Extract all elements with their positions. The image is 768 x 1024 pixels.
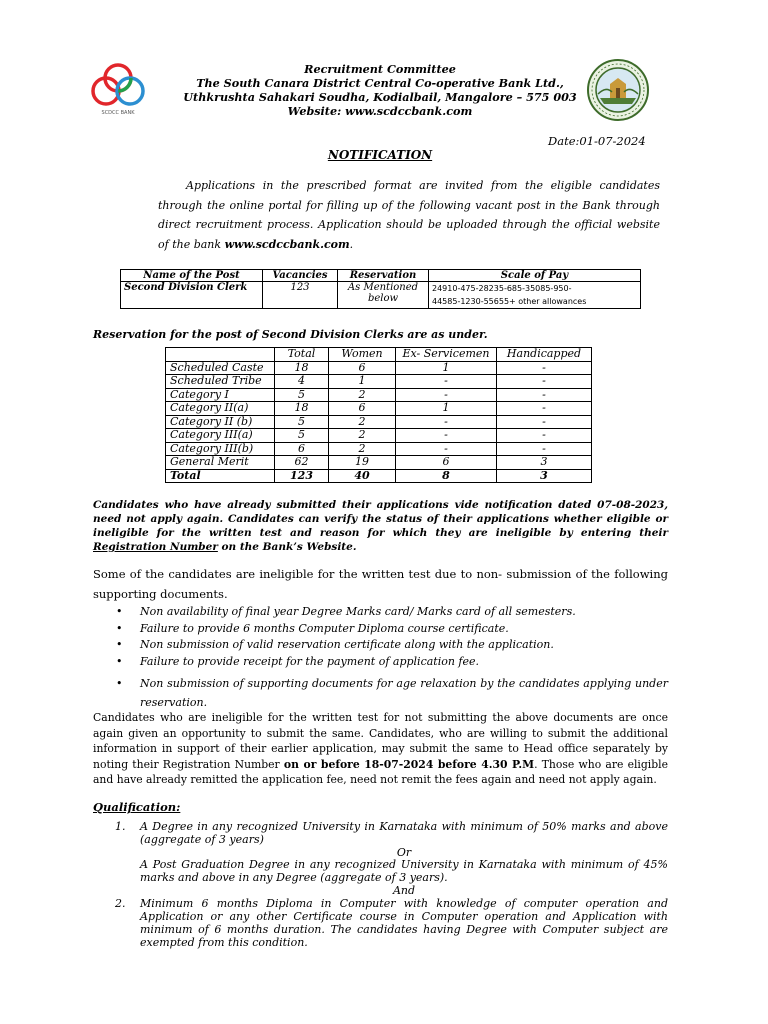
header-address: Uthkrushta Sahakari Soudha, Kodialbail, Mangalore – 575 003	[183, 90, 577, 104]
row-category: Category II(a)	[166, 402, 275, 416]
row-ex-servicemen: -	[396, 375, 497, 389]
row-ex-servicemen: -	[396, 429, 497, 443]
row-women: 2	[329, 415, 396, 429]
row-category: Category III(a)	[166, 429, 275, 443]
row-total: 62	[275, 456, 329, 470]
post-reservation: As Mentioned below	[338, 282, 429, 309]
row-category: Category III(b)	[166, 442, 275, 456]
row-handicapped: -	[497, 429, 592, 443]
row-ex-servicemen: -	[396, 388, 497, 402]
row-women: 19	[329, 456, 396, 470]
notice-text: Candidates who have already submitted their applications vide notification dated 07-08-2023, need not apply again. Candidates can verify the status of their applications whether eligible or ineligible for the written test and reason for which they are ineligible by entering their	[93, 499, 668, 539]
table-total-row	[166, 469, 592, 483]
pay-col-header: Scale of Pay	[429, 270, 641, 282]
post-table	[120, 269, 641, 309]
list-item: • Non submission of supporting documents for age relaxation by the candidates applying under reservation.	[112, 674, 668, 712]
res-header-total: Total	[275, 348, 329, 362]
row-women: 2	[329, 429, 396, 443]
table-row	[166, 456, 592, 470]
header-committee: Recruitment Committee	[304, 62, 456, 76]
qualification-item-2-number: 2.	[115, 897, 126, 910]
resubmit-end: . Those who are eligible and have already remitted the application fee, need not remit the fees again and need not apply again.	[93, 757, 668, 786]
pay-line-1: 24910-475-28235-685-35085-950-	[432, 284, 572, 293]
row-women: 1	[329, 375, 396, 389]
row-handicapped: 3	[497, 456, 592, 470]
row-ex-servicemen: 1	[396, 361, 497, 375]
previous-applicants-notice	[93, 498, 668, 554]
row-women: 6	[329, 361, 396, 375]
bank-seal	[586, 58, 650, 122]
bank-logo	[82, 58, 154, 120]
table-row	[166, 402, 592, 416]
pay-line-2: 44585-1230-55655+ other allowances	[432, 297, 587, 306]
resubmission-paragraph	[93, 710, 668, 788]
logo-caption: SCDCC BANK	[101, 110, 135, 116]
header-bank-name: The South Canara District Central Co-operative Bank Ltd.,	[196, 76, 564, 90]
intro-end: .	[349, 237, 354, 251]
ineligible-intro: Some of the candidates are ineligible for the written test due to non- submission of the following supporting documents.	[93, 567, 668, 601]
res-header-category	[166, 348, 275, 362]
list-item: • Failure to provide receipt for the payment of application fee.	[112, 654, 668, 671]
intro-text: Applications in the prescribed format are invited from the eligible candidates through the online portal for filling up of the following vacant post in the Bank through direct recruitment process. Application should be uploaded through the official website of the bank	[158, 179, 660, 251]
row-women: 2	[329, 388, 396, 402]
qualification-item-1-postgrad: A Post Graduation Degree in any recognized University in Karnataka with minimum of 45% marks and above in any Degree (aggregate of 3 years).	[140, 858, 668, 884]
row-handicapped: -	[497, 402, 592, 416]
qualification-item-2-diploma: Minimum 6 months Diploma in Computer with knowledge of computer operation and Application or any other Certificate course in Computer operation and Application with minimum of 6 months duration. The candidates having Degree with Computer subject are exempted from this condition.	[140, 897, 668, 949]
total-ex-servicemen: 8	[396, 469, 497, 483]
row-handicapped: -	[497, 415, 592, 429]
resubmit-deadline: on or before 18-07-2024 before 4.30 P.M	[283, 757, 535, 771]
registration-number-label: Registration Number	[93, 541, 218, 553]
row-handicapped: -	[497, 361, 592, 375]
total-women: 40	[329, 469, 396, 483]
qualification-heading: Qualification:	[93, 800, 181, 814]
total-label: Total	[166, 469, 275, 483]
table-row	[166, 442, 592, 456]
qualification-item-1-degree: A Degree in any recognized University in Karnataka with minimum of 50% marks and above (aggregate of 3 years)	[140, 820, 668, 846]
header-website: Website: www.scdccbank.com	[287, 104, 473, 118]
row-total: 5	[275, 429, 329, 443]
list-item: • Failure to provide 6 months Computer Diploma course certificate.	[112, 621, 668, 638]
res-header-handicapped: Handicapped	[497, 348, 592, 362]
page-title: NOTIFICATION	[327, 148, 433, 162]
post-vacancies: 123	[263, 282, 338, 309]
intro-paragraph	[158, 176, 660, 254]
table-row	[166, 361, 592, 375]
row-total: 5	[275, 388, 329, 402]
row-category: General Merit	[166, 456, 275, 470]
res-header-ex-servicemen: Ex- Servicemen	[396, 348, 497, 362]
row-total: 18	[275, 361, 329, 375]
row-women: 6	[329, 402, 396, 416]
res-header-women: Women	[329, 348, 396, 362]
missing-documents-list	[112, 604, 668, 712]
row-handicapped: -	[497, 375, 592, 389]
row-handicapped: -	[497, 388, 592, 402]
table-row	[166, 415, 592, 429]
list-item: • Non availability of final year Degree Marks card/ Marks card of all semesters.	[112, 604, 668, 621]
notice-end: on the Bank’s Website.	[217, 541, 357, 553]
intro-website: www.scdccbank.com	[224, 237, 350, 251]
row-ex-servicemen: 1	[396, 402, 497, 416]
row-total: 6	[275, 442, 329, 456]
row-category: Scheduled Caste	[166, 361, 275, 375]
bank-seal-emblem-icon	[586, 58, 650, 122]
row-ex-servicemen: -	[396, 442, 497, 456]
qualification-item-1-number: 1.	[115, 820, 126, 833]
row-category: Category II (b)	[166, 415, 275, 429]
reservation-heading: Reservation for the post of Second Division Clerks are as under.	[93, 328, 488, 341]
resubmit-text: Candidates who are ineligible for the written test for not submitting the above documents are once again given an opportunity to submit the same. Candidates, who are willing to submit the additional information in support of their earlier application, may submit the same to Head office separately by noting their Registration Number	[93, 711, 668, 771]
table-row	[166, 388, 592, 402]
list-item: • Non submission of valid reservation certificate along with the application.	[112, 637, 668, 654]
row-ex-servicemen: 6	[396, 456, 497, 470]
qualification-or: Or	[396, 846, 412, 859]
row-category: Scheduled Tribe	[166, 375, 275, 389]
post-name: Second Division Clerk	[121, 282, 263, 309]
row-total: 18	[275, 402, 329, 416]
reservation-table	[165, 347, 592, 483]
total-handicapped: 3	[497, 469, 592, 483]
reservation-col-header: Reservation	[338, 270, 429, 282]
row-women: 2	[329, 442, 396, 456]
post-pay-scale	[429, 282, 641, 309]
letterhead	[170, 62, 590, 118]
row-handicapped: -	[497, 442, 592, 456]
post-col-header: Name of the Post	[121, 270, 263, 282]
notice-date: Date:01-07-2024	[548, 134, 646, 148]
table-row	[166, 429, 592, 443]
row-total: 5	[275, 415, 329, 429]
row-ex-servicemen: -	[396, 415, 497, 429]
vacancies-col-header: Vacancies	[263, 270, 338, 282]
table-row	[166, 375, 592, 389]
row-category: Category I	[166, 388, 275, 402]
total-total: 123	[275, 469, 329, 483]
row-total: 4	[275, 375, 329, 389]
qualification-and: And	[392, 884, 416, 897]
